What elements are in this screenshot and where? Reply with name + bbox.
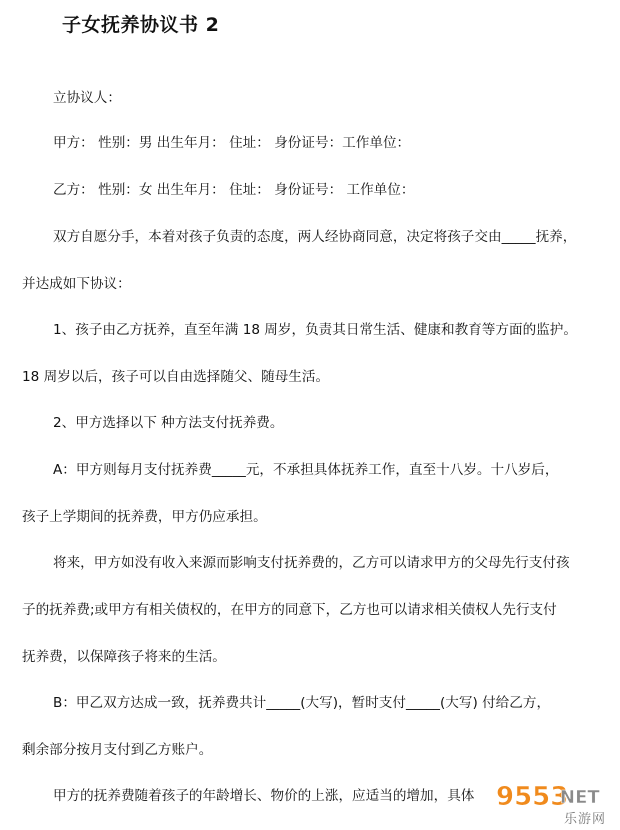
paragraph-line: 立协议人：	[53, 90, 121, 106]
paragraph-line: 剩余部分按月支付到乙方账户。	[22, 742, 213, 758]
site-logo-icon	[494, 780, 616, 810]
watermark-subtitle: 乐游网	[563, 812, 606, 827]
site-watermark	[494, 780, 616, 826]
paragraph-line: 将来，甲方如没有收入来源而影响支付抚养费的，乙方可以请求甲方的父母先行支付孩	[53, 555, 570, 571]
logo-suffix: NET	[560, 787, 600, 808]
paragraph-line: 18 周岁以后，孩子可以自由选择随父、随母生活。	[22, 369, 330, 385]
logo-number: 9553	[496, 782, 569, 810]
paragraph-line: 并达成如下协议：	[22, 276, 131, 292]
paragraph-line: 乙方： 性别：女 出生年月： 住址： 身份证号： 工作单位：	[53, 182, 415, 198]
paragraph-line: 子的抚养费;或甲方有相关债权的，在甲方的同意下，乙方也可以请求相关债权人先行支付	[22, 602, 557, 618]
paragraph-line: 甲方的抚养费随着孩子的年龄增长、物价的上涨，应适当的增加，具体	[53, 788, 475, 804]
paragraph-line: 2、甲方选择以下 种方法支付抚养费。	[53, 415, 284, 431]
paragraph-line: 双方自愿分手，本着对孩子负责的态度，两人经协商同意，决定将孩子交由_____抚养，	[53, 229, 577, 245]
document-title: 子女抚养协议书 2	[62, 14, 220, 36]
paragraph-line: 孩子上学期间的抚养费，甲方仍应承担。	[22, 509, 267, 525]
paragraph-line: 抚养费，以保障孩子将来的生活。	[22, 649, 226, 665]
paragraph-line: 1、孩子由乙方抚养，直至年满 18 周岁，负责其日常生活、健康和教育等方面的监护。	[53, 322, 577, 338]
paragraph-line: B：甲乙双方达成一致，抚养费共计_____(大写)，暂时支付_____(大写) 付给乙方，	[53, 695, 551, 711]
paragraph-line: A：甲方则每月支付抚养费_____元，不承担具体抚养工作，直至十八岁。十八岁后，	[53, 462, 559, 478]
paragraph-line: 甲方： 性别：男 出生年月： 住址： 身份证号：工作单位：	[53, 135, 411, 151]
